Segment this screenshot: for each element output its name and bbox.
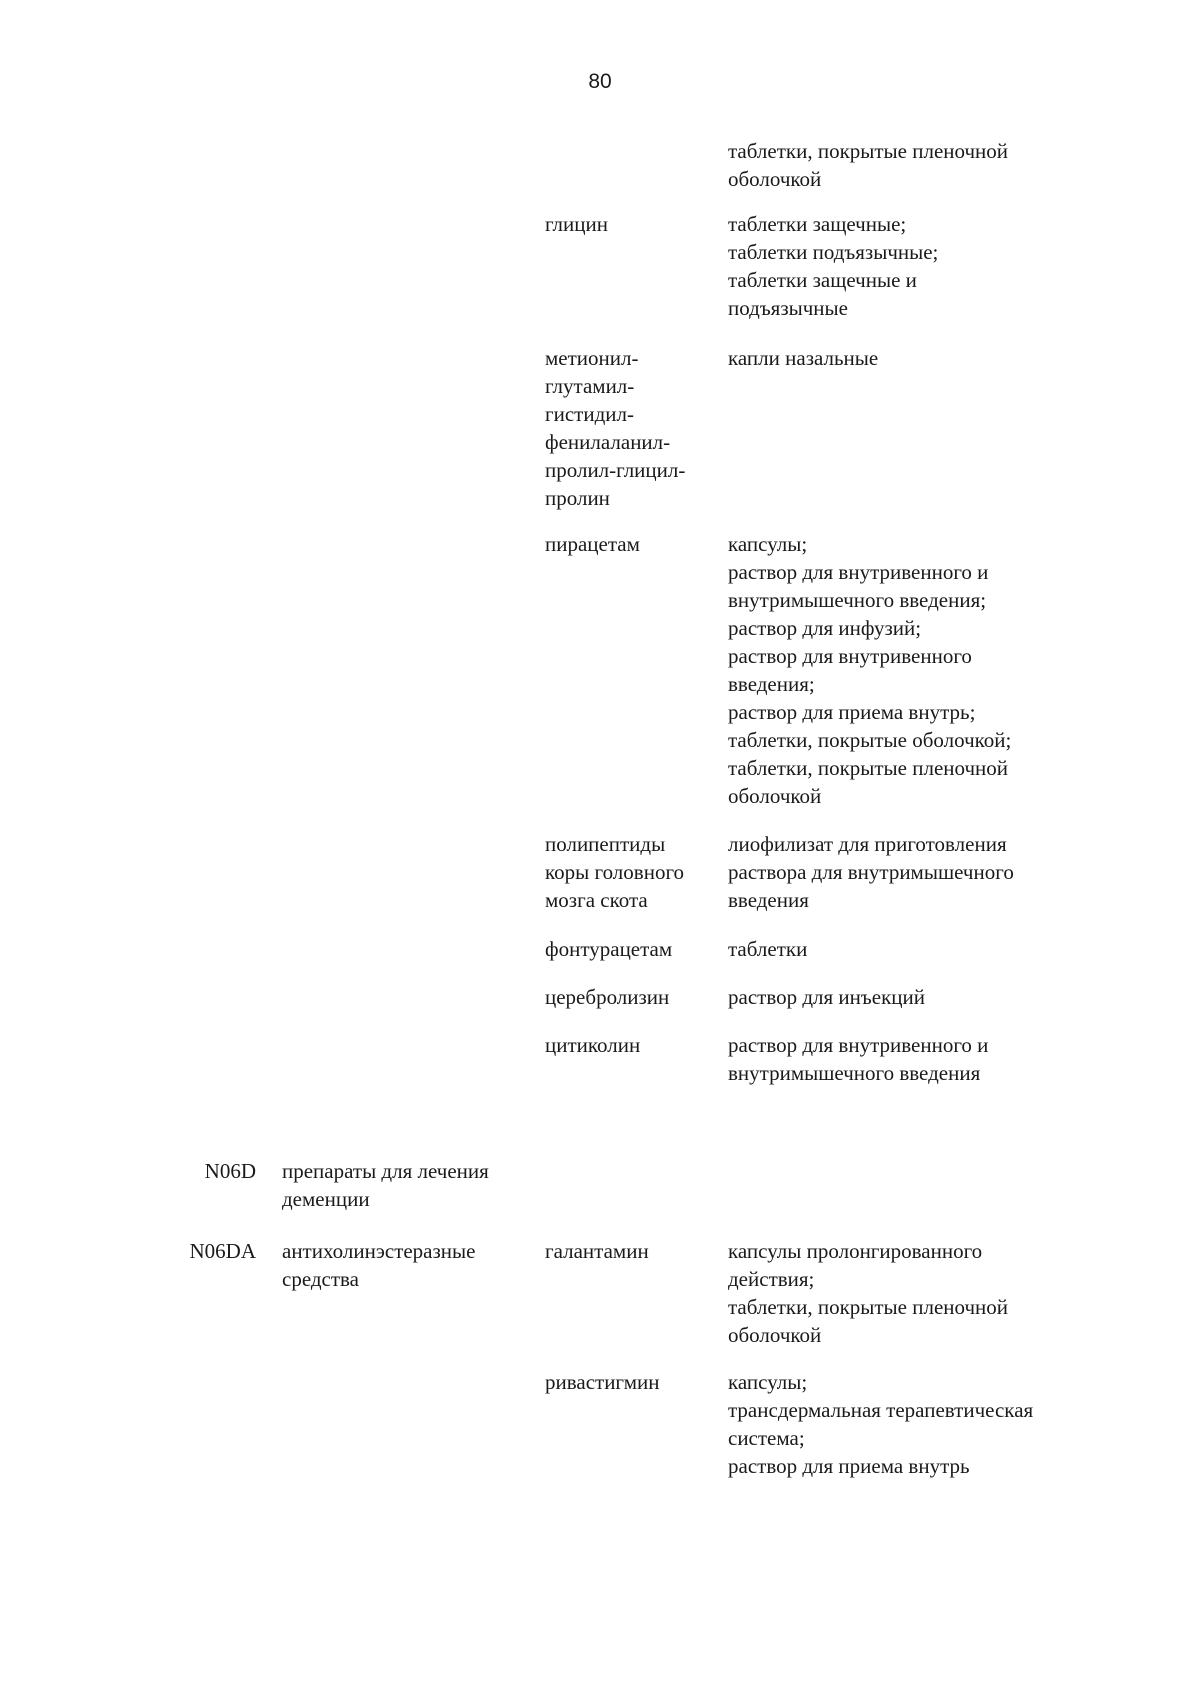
form-line: внутримышечного введения; xyxy=(728,588,987,612)
drug-line: пролил-глицил- xyxy=(545,458,686,482)
group-line: средства xyxy=(282,1267,360,1291)
form-line: раствор для внутривенного xyxy=(728,644,972,668)
dosage-forms xyxy=(728,210,938,322)
dosage-forms xyxy=(728,983,925,1011)
dosage-forms xyxy=(728,935,807,963)
form-line: внутримышечного введения xyxy=(728,1061,981,1085)
form-line: таблетки, покрытые оболочкой; xyxy=(728,728,1012,752)
dosage-forms xyxy=(728,344,878,372)
form-line: капсулы; xyxy=(728,1370,808,1394)
form-line: капсулы пролонгированного xyxy=(728,1239,983,1263)
form-line: таблетки защечные и xyxy=(728,268,917,292)
form-line: раствор для инъекций xyxy=(728,985,925,1009)
form-line: раствор для внутривенного и xyxy=(728,560,989,584)
drug-name xyxy=(545,210,608,238)
form-line: таблетки, покрытые пленочной xyxy=(728,756,1009,780)
drug-name xyxy=(545,1031,640,1059)
form-line: капсулы; xyxy=(728,532,808,556)
drug-name xyxy=(545,344,685,512)
drug-line: галантамин xyxy=(545,1239,649,1263)
drug-line: фонтурацетам xyxy=(545,937,673,961)
form-line: таблетки, покрытые пленочной xyxy=(728,1295,1009,1319)
drug-line: глутамил- xyxy=(545,374,635,398)
group-line: препараты для лечения xyxy=(282,1159,489,1183)
form-line: таблетки, покрытые пленочной xyxy=(728,139,1009,163)
form-line: оболочкой xyxy=(728,167,822,191)
form-line: таблетки xyxy=(728,937,808,961)
drug-line: метионил- xyxy=(545,346,639,370)
form-line: раствор для приема внутрь; xyxy=(728,700,976,724)
dosage-forms xyxy=(728,1031,988,1087)
form-line: система; xyxy=(728,1426,805,1450)
form-line: введения xyxy=(728,888,809,912)
form-line: лиофилизат для приготовления xyxy=(728,832,1007,856)
group-line: деменции xyxy=(282,1187,370,1211)
form-line: таблетки защечные; xyxy=(728,212,907,236)
code-line: N06D xyxy=(204,1159,256,1183)
drug-line: коры головного xyxy=(545,860,685,884)
form-line: трансдермальная терапевтическая xyxy=(728,1398,1034,1422)
form-line: раствор для внутривенного и xyxy=(728,1033,989,1057)
drug-name xyxy=(545,1237,649,1265)
form-line: оболочкой xyxy=(728,1323,822,1347)
form-line: раствора для внутримышечного xyxy=(728,860,1014,884)
form-line: оболочкой xyxy=(728,784,822,808)
drug-line: фенилаланил- xyxy=(545,430,671,454)
group-line: антихолинэстеразные xyxy=(282,1239,476,1263)
drug-name xyxy=(545,830,684,914)
form-line: введения; xyxy=(728,672,815,696)
dosage-forms xyxy=(728,1368,1033,1480)
drug-name xyxy=(545,935,672,963)
drug-line: ривастигмин xyxy=(545,1370,660,1394)
drug-line: полипептиды xyxy=(545,832,666,856)
atc-code xyxy=(170,1157,256,1185)
drug-line: цитиколин xyxy=(545,1033,641,1057)
form-line: раствор для приема внутрь xyxy=(728,1454,970,1478)
drug-line: гистидил- xyxy=(545,402,634,426)
form-line: капли назальные xyxy=(728,346,879,370)
drug-line: пирацетам xyxy=(545,532,640,556)
drug-line: мозга скота xyxy=(545,888,648,912)
drug-line: глицин xyxy=(545,212,608,236)
dosage-forms xyxy=(728,1237,1008,1349)
drug-line: пролин xyxy=(545,486,610,510)
form-line: раствор для инфузий; xyxy=(728,616,922,640)
atc-group xyxy=(282,1237,475,1293)
form-line: таблетки подъязычные; xyxy=(728,240,939,264)
dosage-forms xyxy=(728,137,1008,193)
form-line: действия; xyxy=(728,1267,815,1291)
code-line: N06DA xyxy=(189,1239,256,1263)
drug-name xyxy=(545,1368,660,1396)
drug-line: церебролизин xyxy=(545,985,670,1009)
atc-group xyxy=(282,1157,489,1213)
page-number: 80 xyxy=(588,70,612,93)
drug-name xyxy=(545,530,640,558)
atc-code xyxy=(170,1237,256,1265)
dosage-forms xyxy=(728,830,1014,914)
drug-name xyxy=(545,983,669,1011)
dosage-forms xyxy=(728,530,1011,810)
form-line: подъязычные xyxy=(728,296,848,320)
